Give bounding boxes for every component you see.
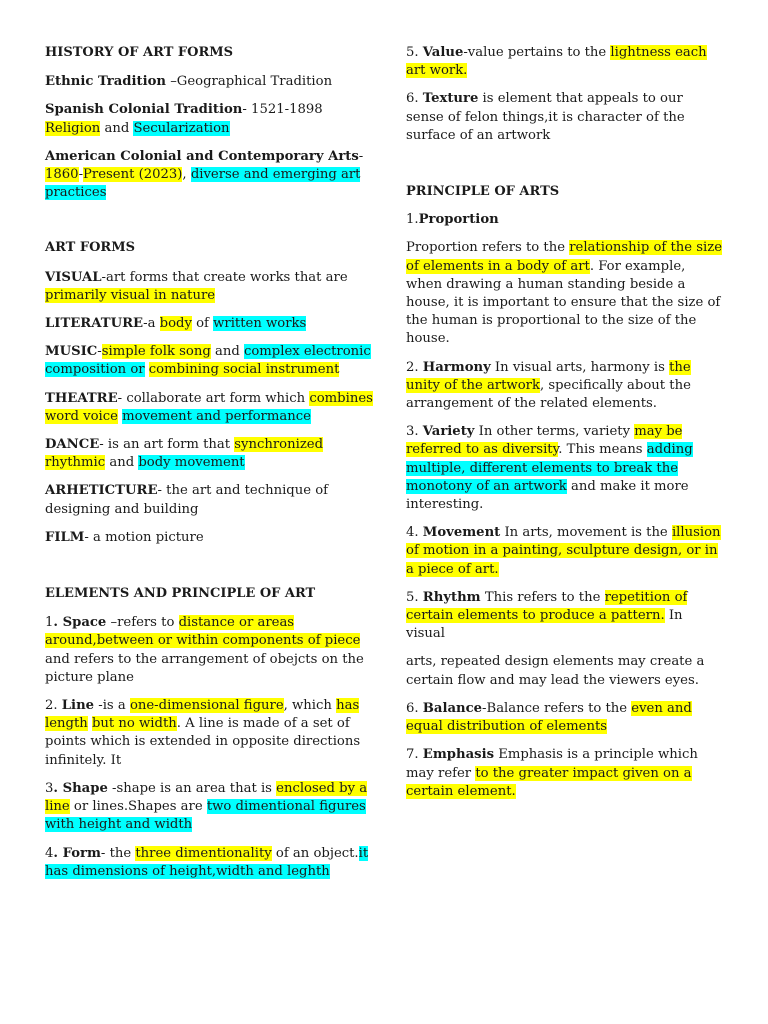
balance-number: 6. xyxy=(406,700,423,716)
line-label: Line xyxy=(61,698,95,714)
highlight-repetition: repetition of certain elements to produce a pattern. xyxy=(406,589,688,624)
highlight-diverse-practices: diverse and emerging art practices xyxy=(45,167,361,201)
literature-text: -a xyxy=(143,316,160,332)
proportion-label: Proportion xyxy=(418,212,499,228)
highlight-present: Present (2023) xyxy=(83,167,183,183)
highlight-greater-impact: to the greater impact given on a certain element. xyxy=(406,765,692,799)
theatre-item xyxy=(45,390,375,426)
literature-item xyxy=(45,315,375,333)
shape-number: 3 xyxy=(45,780,54,796)
variety-mid: . This means xyxy=(558,442,647,458)
proportion-heading xyxy=(406,211,724,229)
shape-item xyxy=(45,780,375,835)
highlight-adding-multiple: adding multiple, different elements to break the monotony of an artwork xyxy=(406,442,693,494)
shape-mid: or lines.Shapes are xyxy=(69,799,207,815)
highlight-religion: Religion xyxy=(45,120,101,136)
highlight-movement-performance: movement and performance xyxy=(122,408,311,424)
balance-label: Balance xyxy=(422,700,483,716)
texture-number: 6. xyxy=(406,91,423,107)
american-dash: - xyxy=(358,148,364,164)
highlight-no-width: but no width xyxy=(91,716,177,732)
proportion-text: Proportion refers to the xyxy=(406,240,570,256)
space-number: 1 xyxy=(45,615,54,631)
variety-tail: and make it more interesting. xyxy=(406,478,689,513)
theatre-label: THEATRE xyxy=(45,390,118,406)
balance-item xyxy=(406,700,724,736)
emphasis-text: Emphasis is a principle which may refer xyxy=(406,747,698,781)
american-sep: - xyxy=(78,167,84,183)
value-number: 5. xyxy=(406,45,423,60)
shape-text: -shape is an area that is xyxy=(107,780,277,796)
harmony-item xyxy=(406,359,724,414)
movement-item xyxy=(406,524,724,579)
highlight-illusion: illusion of motion in a painting, sculpture design, or in a piece of art. xyxy=(406,525,721,577)
line-text: -is a xyxy=(94,698,130,714)
highlight-space: distance or areas around,between or within components of piece xyxy=(45,615,361,649)
line-number: 2. xyxy=(45,698,62,714)
harmony-text: In visual arts, harmony is xyxy=(490,359,670,375)
ethnic-tradition-line xyxy=(45,73,375,91)
spanish-tradition-label: Spanish Colonial Tradition xyxy=(45,102,243,118)
movement-number: 4. xyxy=(406,525,423,541)
highlight-complex-electronic: complex electronic composition or xyxy=(45,344,371,378)
architecture-text: - the art and technique of designing and building xyxy=(45,483,329,517)
highlight-folk-song: simple folk song xyxy=(101,344,211,360)
highlight-lightness: lightness each art work. xyxy=(406,45,707,79)
film-label: FILM xyxy=(45,529,85,545)
architecture-item xyxy=(45,482,375,518)
music-dash: - xyxy=(97,344,102,360)
space-item xyxy=(45,614,375,687)
highlight-social-instrument: combining social instrument xyxy=(148,362,340,378)
dance-item xyxy=(45,436,375,472)
harmony-number: 2. xyxy=(406,359,423,375)
music-and: and xyxy=(210,344,244,360)
variety-number: 3. xyxy=(406,424,423,440)
highlight-written-works: written works xyxy=(213,316,307,332)
section-heading-history: HISTORY OF ART FORMS xyxy=(45,45,234,60)
highlight-synchronized: synchronized rhythmic xyxy=(45,437,324,471)
music-item xyxy=(45,343,375,379)
emphasis-item xyxy=(406,746,724,801)
film-text: - a motion picture xyxy=(84,529,204,545)
form-label: . Form xyxy=(53,845,101,861)
highlight-two-dimentional: two dimentional figures with height and width xyxy=(45,799,366,833)
theatre-text: - collaborate art form which xyxy=(117,390,310,406)
highlight-visual: primarily visual in nature xyxy=(45,287,216,303)
ethnic-tradition-label: Ethnic Tradition xyxy=(45,74,167,90)
ethnic-tradition-text: –Geographical Tradition xyxy=(166,74,333,90)
movement-text: In arts, movement is the xyxy=(500,525,672,541)
form-number: 4 xyxy=(45,845,54,861)
literature-of: of xyxy=(191,316,214,332)
variety-label: Variety xyxy=(422,424,475,440)
american-tradition-label: American Colonial and Contemporary Arts xyxy=(45,148,359,164)
highlight-body: body xyxy=(159,316,192,332)
value-text: -value pertains to the xyxy=(463,45,611,60)
line-tail: . A line is made of a set of points which is extended in opposite directions infinitely. It xyxy=(45,716,361,768)
highlight-three-dimentionality: three dimentionality xyxy=(135,845,272,861)
balance-text: -Balance refers to the xyxy=(482,700,632,716)
variety-text: In other terms, variety xyxy=(474,424,635,440)
dance-label: DANCE xyxy=(45,437,100,453)
value-item xyxy=(406,44,724,80)
highlight-body-movement: body movement xyxy=(138,455,245,471)
shape-label: . Shape xyxy=(53,780,108,796)
variety-item xyxy=(406,423,724,514)
value-label: Value xyxy=(422,45,464,60)
highlight-word-voice: combines word voice xyxy=(45,390,373,424)
rhythm-text: This refers to the xyxy=(480,589,605,605)
proportion-number: 1. xyxy=(406,212,419,228)
proportion-tail: . For example, when drawing a human standing beside a house, it is important to ensure that the size of the human is proportional to the size of the house. xyxy=(406,258,721,347)
highlight-enclosed: enclosed by a line xyxy=(45,780,368,815)
film-item xyxy=(45,529,375,547)
space-tail: and refers to the arrangement of obejcts on the picture plane xyxy=(45,651,364,685)
rhythm-number: 5. xyxy=(406,589,423,605)
left-column xyxy=(45,44,375,881)
highlight-relationship: relationship of the size of elements in a body of art xyxy=(406,240,723,274)
visual-item xyxy=(45,269,375,305)
section-heading-elements: ELEMENTS AND PRINCIPLE OF ART xyxy=(45,586,316,602)
space-text: –refers to xyxy=(106,615,179,631)
line-item xyxy=(45,697,375,770)
dance-text: - is an art form that xyxy=(99,437,235,453)
space-label: . Space xyxy=(53,615,107,631)
highlight-even-equal: even and equal distribution of elements xyxy=(406,700,692,735)
rhythm-continuation: arts, repeated design elements may create a certain flow and may lead the viewers eyes. xyxy=(406,654,705,688)
movement-label: Movement xyxy=(422,525,501,541)
texture-item xyxy=(406,90,724,145)
highlight-has-length: has length xyxy=(45,698,360,732)
section-heading-art-forms: ART FORMS xyxy=(45,240,135,256)
highlight-unity: the unity of the artwork xyxy=(406,359,691,393)
emphasis-number: 7. xyxy=(406,747,423,763)
form-text: - the xyxy=(100,845,136,861)
architecture-label: ARHETICTURE xyxy=(45,483,158,499)
line-mid: , which xyxy=(283,698,337,714)
spanish-tradition-block xyxy=(45,101,375,137)
harmony-label: Harmony xyxy=(422,359,491,375)
spanish-tradition-years: - 1521-1898 xyxy=(242,102,323,118)
visual-label: VISUAL xyxy=(45,269,102,285)
literature-label: LITERATURE xyxy=(45,316,144,332)
proportion-item xyxy=(406,239,724,348)
emphasis-label: Emphasis xyxy=(422,747,494,763)
form-item xyxy=(45,845,375,881)
highlight-diversity: may be referred to as diversity xyxy=(406,424,683,458)
highlight-dimensions: it has dimensions of height,width and leghth xyxy=(45,845,369,879)
highlight-1860: 1860 xyxy=(45,167,79,183)
form-mid: of an object. xyxy=(271,845,359,861)
texture-text: is element that appeals to our sense of felon things,it is character of the surface of an artwork xyxy=(406,91,685,143)
american-comma: , xyxy=(182,167,191,183)
texture-label: Texture xyxy=(422,91,479,107)
spanish-and: and xyxy=(100,120,134,136)
rhythm-tail: In visual xyxy=(406,608,683,642)
harmony-tail: , specifically about the arrangement of the related elements. xyxy=(406,377,691,412)
rhythm-label: Rhythm xyxy=(422,589,481,605)
visual-text: -art forms that create works that are xyxy=(101,269,348,285)
american-tradition-block xyxy=(45,148,375,203)
section-heading-principles: PRINCIPLE OF ARTS xyxy=(406,184,560,200)
highlight-one-dimensional: one-dimensional figure xyxy=(129,698,284,714)
music-label: MUSIC xyxy=(45,344,98,360)
rhythm-item xyxy=(406,589,724,644)
highlight-secularization: Secularization xyxy=(133,120,230,136)
right-column xyxy=(406,44,724,801)
dance-and: and xyxy=(105,455,139,471)
